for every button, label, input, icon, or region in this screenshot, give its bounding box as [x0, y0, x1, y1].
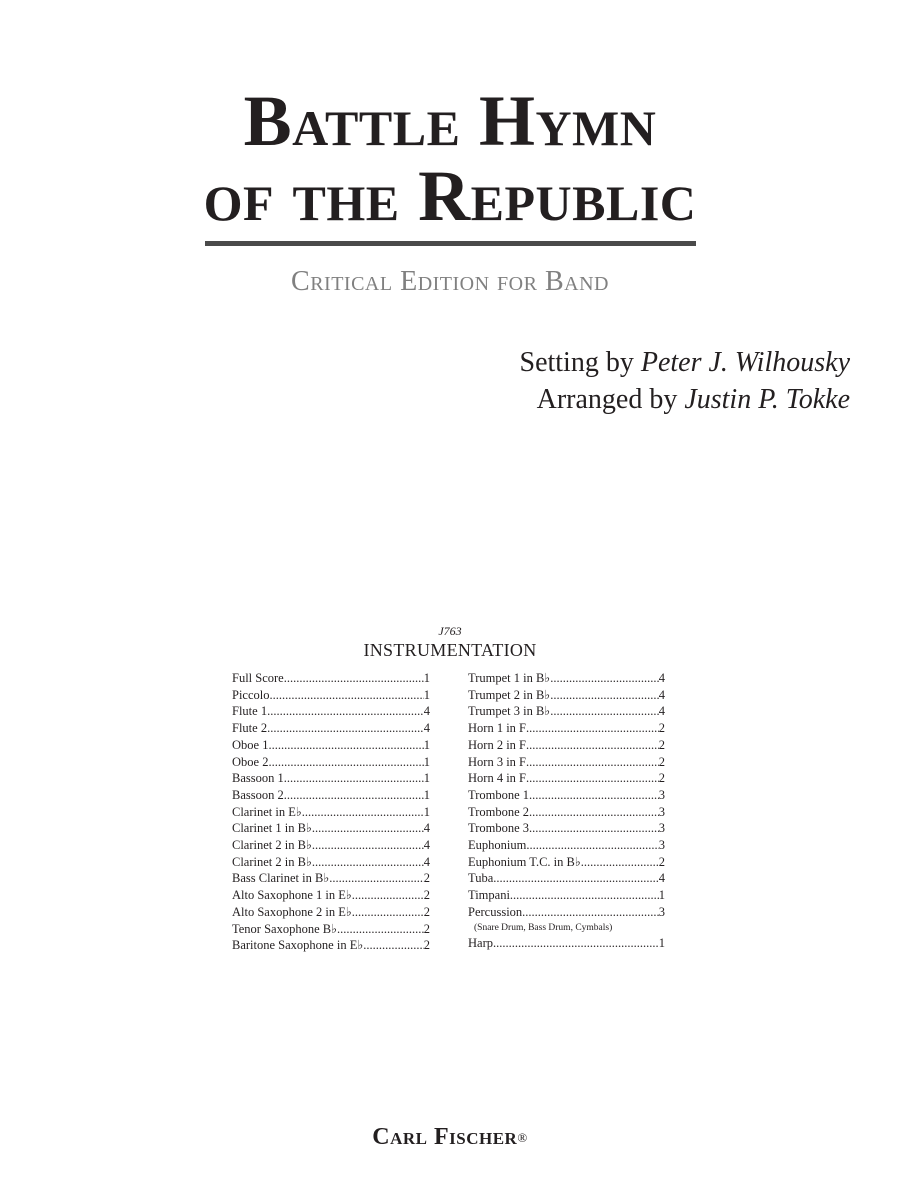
instrument-name: Horn 2 in F	[468, 737, 526, 752]
instrument-quantity: 4	[658, 687, 665, 702]
setting-name: Peter J. Wilhousky	[640, 347, 850, 378]
instrument-quantity: 2	[658, 771, 665, 786]
instrumentation-heading: INSTRUMENTATION	[363, 640, 537, 660]
instrument-name: Timpani	[468, 888, 510, 903]
instrument-name: Trombone 2	[468, 804, 530, 819]
instrument-quantity: 2	[658, 754, 665, 769]
instrument-name: Horn 3 in F	[468, 754, 526, 769]
instrument-row	[232, 820, 430, 837]
instrument-row	[468, 737, 665, 754]
instrument-row	[232, 770, 430, 787]
instrument-quantity: 1	[423, 804, 430, 819]
instrument-quantity: 1	[658, 935, 665, 950]
instrument-quantity: 4	[423, 704, 430, 719]
instrument-name: Baritone Saxophone in E♭	[232, 938, 364, 953]
leader-dots	[302, 804, 424, 821]
instrument-name: Horn 1 in F	[468, 721, 526, 736]
instrument-quantity: 1	[658, 888, 665, 903]
instrument-name: Alto Saxophone 1 in E♭	[232, 888, 352, 903]
instrument-name: Trumpet 2 in B♭	[468, 687, 551, 702]
instrument-row	[468, 854, 665, 871]
leader-dots	[526, 737, 659, 754]
instrument-name: Trombone 3	[468, 821, 530, 836]
instrument-name: Trombone 1	[468, 787, 530, 802]
instrument-quantity: 4	[658, 704, 665, 719]
title-rule	[205, 241, 696, 246]
instrument-name: Euphonium T.C. in B♭	[468, 854, 581, 869]
instrument-quantity: 2	[658, 721, 665, 736]
leader-dots	[268, 737, 423, 754]
instrument-quantity: 2	[423, 938, 430, 953]
instrument-quantity: 4	[423, 838, 430, 853]
leader-dots	[337, 921, 424, 938]
instrument-row	[468, 703, 665, 720]
instrument-row	[468, 887, 665, 904]
leader-dots	[550, 687, 659, 704]
instrument-quantity: 4	[423, 821, 430, 836]
instrument-row	[232, 854, 430, 871]
arranger-name: Justin P. Tokke	[684, 384, 850, 415]
instrument-name: Horn 4 in F	[468, 771, 526, 786]
instrument-quantity: 2	[658, 854, 665, 869]
instrument-name: Oboe 1	[232, 737, 269, 752]
instrument-quantity: 1	[423, 687, 430, 702]
instrument-row	[232, 804, 430, 821]
instrument-quantity: 3	[658, 804, 665, 819]
leader-dots	[312, 854, 424, 871]
instrument-quantity: 2	[658, 737, 665, 752]
leader-dots	[352, 904, 424, 921]
instrument-row	[232, 887, 430, 904]
instrument-quantity: 2	[423, 904, 430, 919]
leader-dots	[522, 904, 659, 921]
setting-prefix: Setting by	[519, 347, 641, 378]
instrument-row	[468, 687, 665, 704]
instrument-row	[232, 720, 430, 737]
leader-dots	[267, 703, 424, 720]
leader-dots	[581, 854, 659, 871]
leader-dots	[550, 703, 659, 720]
instrument-row	[232, 837, 430, 854]
instrument-row	[468, 720, 665, 737]
instrument-row	[232, 921, 430, 938]
leader-dots	[493, 870, 659, 887]
instrument-quantity: 1	[423, 671, 430, 685]
instrument-row	[468, 770, 665, 787]
instrument-quantity: 3	[658, 787, 665, 802]
instrument-quantity: 1	[423, 771, 430, 786]
instrument-name: Clarinet 1 in B♭	[232, 821, 312, 836]
instrument-quantity: 2	[423, 871, 430, 886]
instrument-row	[468, 904, 665, 921]
instrument-row	[232, 670, 430, 687]
instrument-name: Euphonium	[468, 838, 527, 853]
instrument-row	[232, 703, 430, 720]
leader-dots	[526, 770, 659, 787]
instrument-row	[232, 904, 430, 921]
instrument-note: (Snare Drum, Bass Drum, Cymbals)	[474, 922, 613, 933]
instrument-row	[232, 737, 430, 754]
instrumentation-right-column	[468, 670, 665, 951]
instrument-quantity: 3	[658, 838, 665, 853]
leader-dots	[526, 720, 659, 737]
instrument-row	[468, 935, 665, 952]
leader-dots	[352, 887, 424, 904]
instrument-row	[468, 804, 665, 821]
leader-dots	[493, 935, 659, 952]
leader-dots	[550, 670, 659, 687]
leader-dots	[270, 687, 424, 704]
instrument-quantity: 2	[423, 921, 430, 936]
instrument-name: Tenor Saxophone B♭	[232, 921, 338, 936]
leader-dots	[510, 887, 659, 904]
instrument-row	[232, 787, 430, 804]
instrument-name: Bassoon 1	[232, 771, 284, 786]
instrument-name: Piccolo	[232, 687, 270, 702]
instrument-name: Bassoon 2	[232, 787, 284, 802]
instrument-row	[468, 670, 665, 687]
instrument-row	[232, 687, 430, 704]
leader-dots	[529, 820, 659, 837]
instrument-name: Bass Clarinet in B♭	[232, 871, 330, 886]
instrument-row	[468, 837, 665, 854]
arranged-prefix: Arranged by	[536, 384, 685, 415]
instrument-row	[232, 937, 430, 954]
instrument-quantity: 4	[658, 671, 665, 685]
title-line-2: of the Republic	[203, 156, 697, 236]
registered-mark: ®	[517, 1130, 528, 1145]
title-line-1: Battle Hymn	[243, 81, 657, 161]
instrument-quantity: 1	[423, 787, 430, 802]
instrument-quantity: 4	[423, 854, 430, 869]
instrument-row	[468, 754, 665, 771]
instrument-name: Trumpet 1 in B♭	[468, 671, 551, 685]
catalog-code: J763	[438, 624, 462, 638]
instrument-quantity: 3	[658, 904, 665, 919]
instrument-quantity: 4	[658, 871, 665, 886]
setting-credit	[520, 347, 851, 379]
instrument-name: Oboe 2	[232, 754, 269, 769]
instrument-name: Trumpet 3 in B♭	[468, 704, 551, 719]
instrument-name: Clarinet 2 in B♭	[232, 854, 312, 869]
leader-dots	[284, 787, 424, 804]
instrument-name: Clarinet 2 in B♭	[232, 838, 312, 853]
instrument-name: Clarinet in E♭	[232, 804, 302, 819]
leader-dots	[284, 670, 424, 687]
leader-dots	[284, 770, 424, 787]
leader-dots	[267, 720, 424, 737]
arranger-credit	[537, 384, 850, 416]
leader-dots	[529, 787, 659, 804]
instrumentation-left-column	[232, 670, 430, 954]
leader-dots	[268, 754, 423, 771]
publisher-name: Carl Fischer	[372, 1124, 518, 1150]
leader-dots	[329, 870, 424, 887]
instrument-name: Full Score	[232, 671, 284, 685]
instrument-row	[468, 787, 665, 804]
instrument-row	[468, 820, 665, 837]
instrument-name: Flute 1	[232, 704, 268, 719]
leader-dots	[526, 754, 659, 771]
instrument-quantity: 1	[423, 737, 430, 752]
leader-dots	[526, 837, 658, 854]
instrument-row	[232, 754, 430, 771]
instrument-name: Alto Saxophone 2 in E♭	[232, 904, 352, 919]
leader-dots	[312, 820, 424, 837]
instrument-quantity: 3	[658, 821, 665, 836]
leader-dots	[529, 804, 659, 821]
publisher-logo	[0, 1124, 900, 1151]
instrument-row	[232, 870, 430, 887]
instrument-quantity: 1	[423, 754, 430, 769]
leader-dots	[363, 937, 424, 954]
instrument-quantity: 2	[423, 888, 430, 903]
subtitle: Critical Edition for Band	[291, 266, 609, 297]
instrument-row	[468, 870, 665, 887]
instrument-name: Tuba	[468, 871, 494, 886]
instrument-name: Harp	[468, 935, 493, 950]
instrument-quantity: 4	[423, 721, 430, 736]
leader-dots	[312, 837, 424, 854]
instrument-name: Percussion	[468, 904, 523, 919]
instrument-name: Flute 2	[232, 721, 268, 736]
